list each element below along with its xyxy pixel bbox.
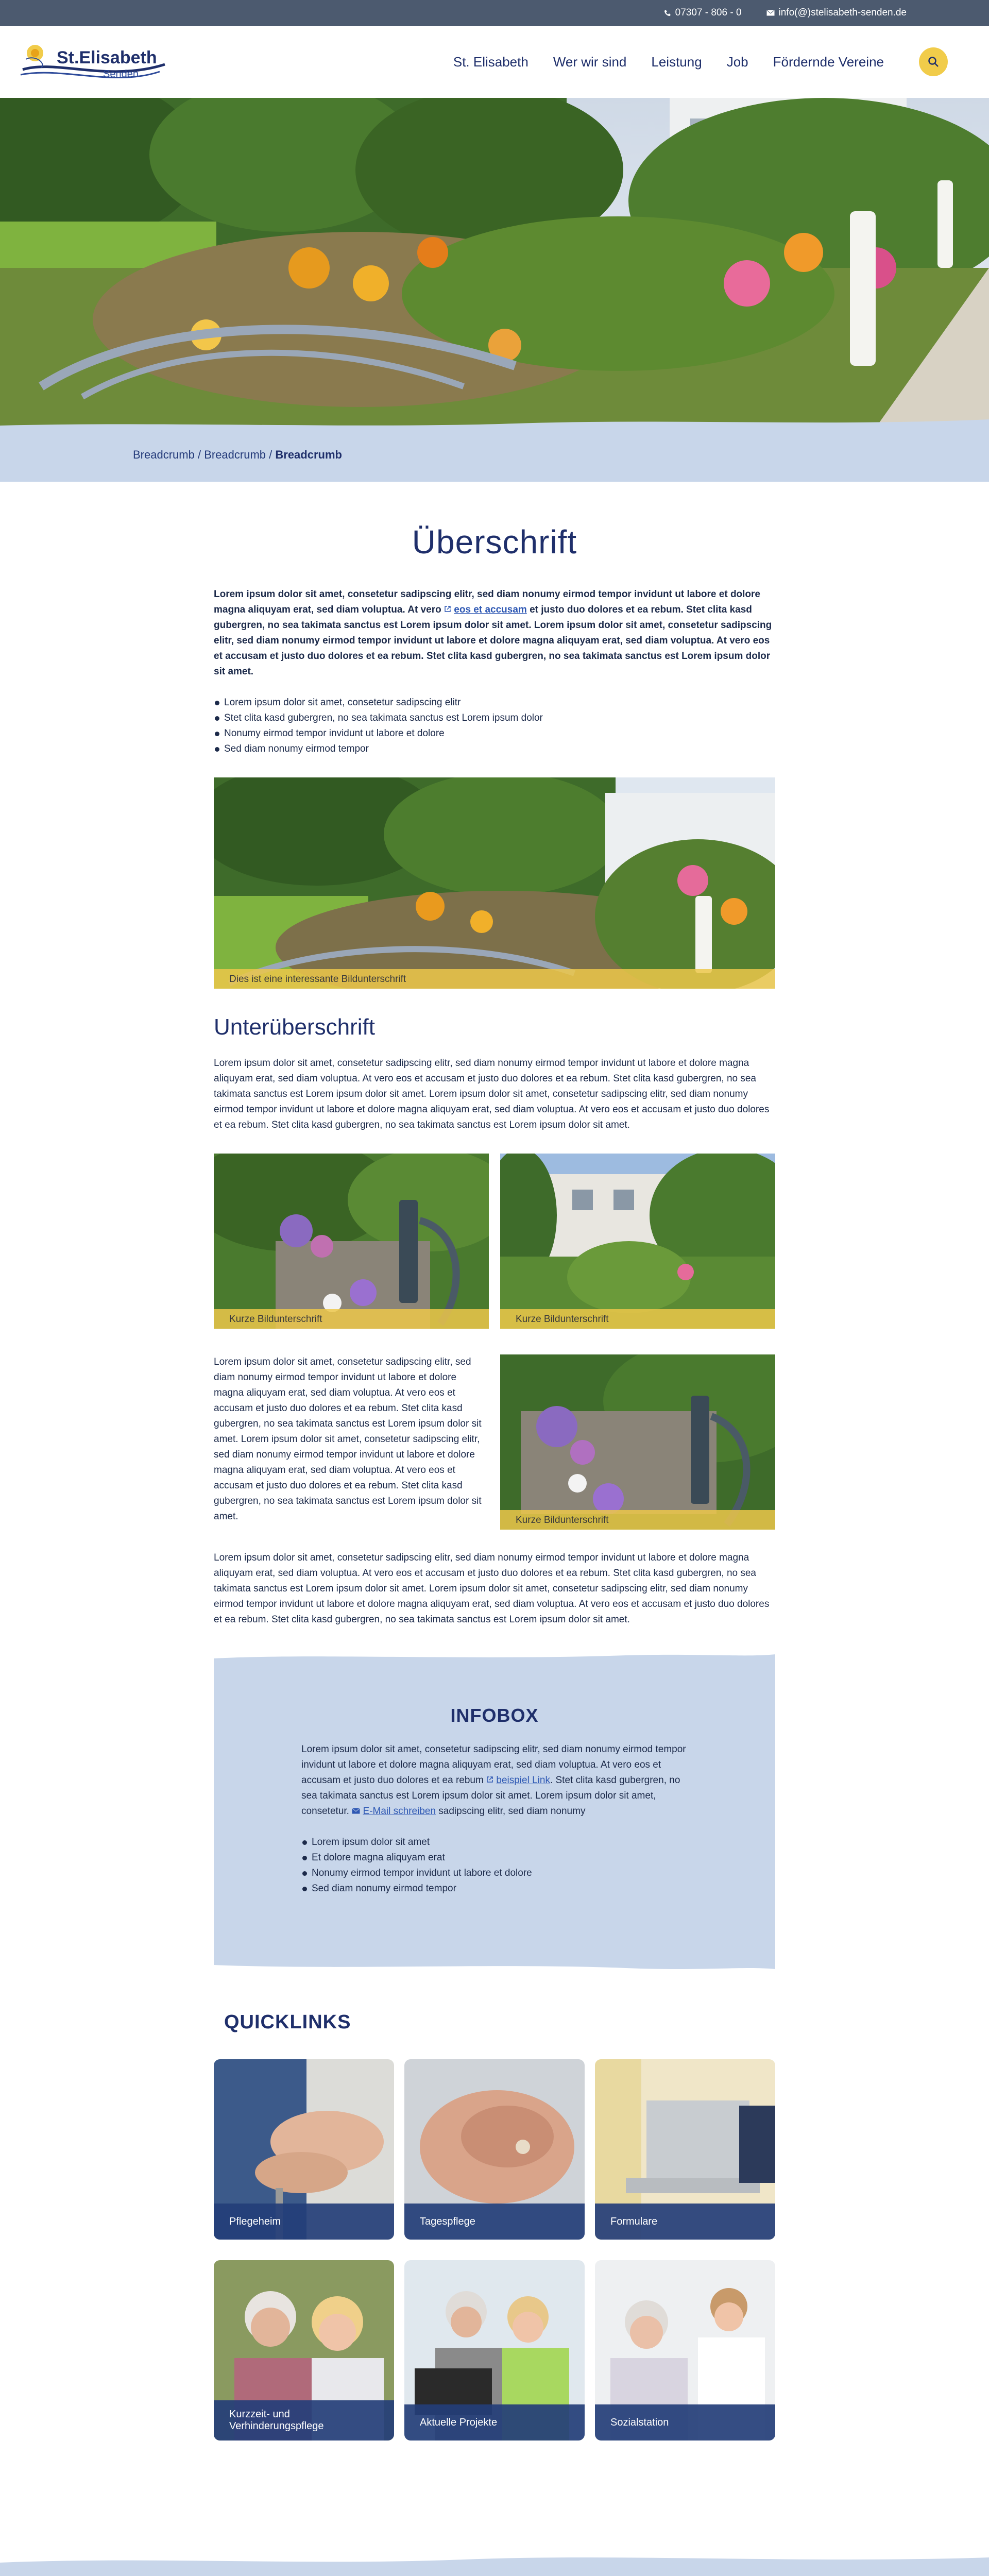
- quicklink-label: Tagespflege: [404, 2204, 585, 2240]
- image-row: [214, 1154, 775, 1329]
- list-item: Lorem ipsum dolor sit amet: [301, 1835, 688, 1850]
- quicklink-label: Aktuelle Projekte: [404, 2404, 585, 2441]
- quicklink-formulare[interactable]: [595, 2059, 775, 2240]
- infobox-email-link[interactable]: E-Mail schreiben: [363, 1806, 436, 1817]
- nav-item-leistung[interactable]: Leistung: [651, 54, 702, 70]
- paragraph: Lorem ipsum dolor sit amet, consetetur sadipscing elitr, sed diam nonumy eirmod tempor invidunt ut labore et dolore magna aliquyam erat, sed diam voluptua. At vero eos et accusam et justo duo dolores et ea rebum. Stet clita kasd gubergren, no sea takimata sanctus est Lorem ipsum dolor sit amet. Lorem ipsum dolor sit amet, consetetur sadipscing elitr, sed diam nonumy eirmod tempor invidunt ut labore et dolore magna aliquyam erat, sed diam voluptua. At vero eos et accusam et justo duo dolores et ea rebum. Stet clita kasd gubergren, no sea takimata sanctus est Lorem ipsum dolor sit amet.: [214, 1552, 770, 1625]
- lead-link[interactable]: eos et accusam: [454, 604, 527, 615]
- phone-icon: [664, 9, 671, 16]
- figure-caption: Kurze Bildunterschrift: [500, 1309, 775, 1329]
- figure-caption: Kurze Bildunterschrift: [214, 1309, 489, 1329]
- quicklinks-grid: [214, 2059, 775, 2441]
- text-image-row: [214, 1354, 775, 1530]
- breadcrumb-item-1[interactable]: Breadcrumb: [133, 448, 195, 461]
- hero-image: [0, 98, 989, 428]
- external-link-icon: [486, 1776, 493, 1783]
- logo-sub: Senden: [103, 69, 139, 80]
- quicklink-label: Sozialstation: [595, 2404, 775, 2441]
- quicklink-kurzzeitpflege[interactable]: [214, 2260, 394, 2441]
- figure-caption: Kurze Bildunterschrift: [500, 1510, 775, 1530]
- topbar-email[interactable]: [766, 7, 907, 19]
- mail-icon: [766, 10, 775, 16]
- infobox-title: INFOBOX: [450, 1705, 539, 1726]
- quicklink-label: Formulare: [595, 2204, 775, 2240]
- infobox-link[interactable]: beispiel Link: [496, 1775, 550, 1786]
- figure-caption: Dies ist eine interessante Bildunterschrift: [214, 969, 775, 989]
- quicklink-label: Kurzzeit- und Verhinderungspflege: [214, 2400, 394, 2441]
- paragraph: Lorem ipsum dolor sit amet, consetetur sadipscing elitr, sed diam nonumy eirmod tempor invidunt ut labore et dolore magna aliquyam erat, sed diam voluptua. At vero eos et accusam et justo duo dolores et ea rebum. Stet clita kasd gubergren, no sea takimata sanctus est Lorem ipsum dolor sit amet. Lorem ipsum dolor sit amet, consetetur sadipscing elitr, sed diam nonumy eirmod tempor invidunt ut labore et dolore magna aliquyam erat, sed diam voluptua. At vero eos et accusam et justo duo dolores et ea rebum. Stet clita kasd gubergren, no sea takimata sanctus est Lorem ipsum dolor sit amet.: [214, 1058, 770, 1130]
- page-title: Überschrift: [412, 523, 577, 561]
- mail-icon: [352, 1808, 360, 1814]
- list-item: Lorem ipsum dolor sit amet, consetetur sadipscing elitr: [214, 695, 775, 710]
- infobox: [214, 1658, 775, 1965]
- topbar-phone[interactable]: [664, 7, 742, 19]
- quicklink-aktuelle-projekte[interactable]: [404, 2260, 585, 2441]
- logo-name: St.Elisabeth: [57, 48, 157, 67]
- site-footer: [0, 2566, 989, 2576]
- main-content: [214, 587, 775, 1628]
- email-link[interactable]: info(@)stelisabeth-senden.de: [778, 7, 907, 18]
- figure-fountain: [214, 1154, 489, 1329]
- nav-item-st-elisabeth[interactable]: St. Elisabeth: [453, 54, 528, 70]
- list-item: Nonumy eirmod tempor invidunt ut labore et dolore: [301, 1866, 688, 1881]
- site-logo[interactable]: [15, 33, 170, 90]
- lead-paragraph: Lorem ipsum dolor sit amet, consetetur sadipscing elitr, sed diam nonumy eirmod tempor invidunt ut labore et dolore magna aliquyam erat, sed diam voluptua. At vero eos et accusam et justo duo dolores et ea rebum. Stet clita kasd gubergren, no sea takimata sanctus est Lorem ipsum dolor sit amet. Lorem ipsum dolor sit amet, consetetur sadipscing elitr, sed diam nonumy eirmod tempor invidunt ut labore et dolore magna aliquyam erat, sed diam voluptua. At vero eos et accusam et justo duo dolores et ea rebum. Stet clita kasd gubergren, no sea takimata sanctus est Lorem ipsum dolor sit amet.: [214, 589, 772, 677]
- quicklink-sozialstation[interactable]: [595, 2260, 775, 2441]
- main-figure: [214, 777, 775, 989]
- list-item: Nonumy eirmod tempor invidunt ut labore et dolore: [214, 726, 775, 741]
- external-link-icon: [444, 605, 451, 613]
- figure-fountain-2: [500, 1354, 775, 1530]
- infobox-list: [301, 1835, 688, 1896]
- phone-link[interactable]: 07307 - 806 - 0: [675, 7, 742, 18]
- figure-building: [500, 1154, 775, 1329]
- main-nav: [453, 47, 948, 76]
- quicklink-pflegeheim[interactable]: [214, 2059, 394, 2240]
- paragraph: Lorem ipsum dolor sit amet, consetetur sadipscing elitr, sed diam nonumy eirmod tempor invidunt ut labore et dolore magna aliquyam erat, sed diam voluptua. At vero eos et accusam et justo duo dolores et ea rebum. Stet clita kasd gubergren, no sea takimata sanctus est Lorem ipsum dolor sit amet. Lorem ipsum dolor sit amet, consetetur sadipscing elitr, sed diam nonumy eirmod tempor invidunt ut labore et dolore magna aliquyam erat, sed diam voluptua. At vero eos et accusam et justo duo dolores et ea rebum. Stet clita kasd gubergren, no sea takimata sanctus est Lorem ipsum dolor sit amet.: [214, 1357, 482, 1522]
- nav-item-wer-wir-sind[interactable]: Wer wir sind: [553, 54, 627, 70]
- infobox-text: Lorem ipsum dolor sit amet, consetetur sadipscing elitr, sed diam nonumy eirmod tempor invidunt ut labore et dolore magna aliquyam erat, sed diam voluptua. At vero eos et accusam et justo duo dolores et ea rebum beispiel Link. Stet clita kasd gubergren, no sea takimata sanctus est Lorem ipsum dolor sit amet. Lorem ipsum dolor sit amet, consetetur. E-Mail schreiben sadipscing elitr, sed diam nonumy: [301, 1744, 686, 1817]
- bullet-list: [214, 695, 775, 757]
- quicklinks-title: QUICKLINKS: [224, 2011, 351, 2033]
- quicklink-tagespflege[interactable]: [404, 2059, 585, 2240]
- breadcrumb-item-2[interactable]: Breadcrumb: [204, 448, 266, 461]
- list-item: Sed diam nonumy eirmod tempor: [301, 1881, 688, 1896]
- subheading: Unterüberschrift: [214, 1014, 376, 1040]
- list-item: Stet clita kasd gubergren, no sea takimata sanctus est Lorem ipsum dolor: [214, 710, 775, 726]
- breadcrumb: Breadcrumb / Breadcrumb / Breadcrumb: [0, 428, 989, 482]
- site-header: [0, 26, 989, 98]
- search-icon: [928, 56, 939, 67]
- nav-item-job[interactable]: Job: [726, 54, 748, 70]
- quicklink-label: Pflegeheim: [214, 2204, 394, 2240]
- search-button[interactable]: [919, 47, 948, 76]
- breadcrumb-current: Breadcrumb: [275, 448, 342, 461]
- list-item: Sed diam nonumy eirmod tempor: [214, 741, 775, 757]
- top-contact-bar: [0, 0, 989, 26]
- list-item: Et dolore magna aliquyam erat: [301, 1850, 688, 1866]
- nav-item-foerdernde-vereine[interactable]: Fördernde Vereine: [773, 54, 884, 70]
